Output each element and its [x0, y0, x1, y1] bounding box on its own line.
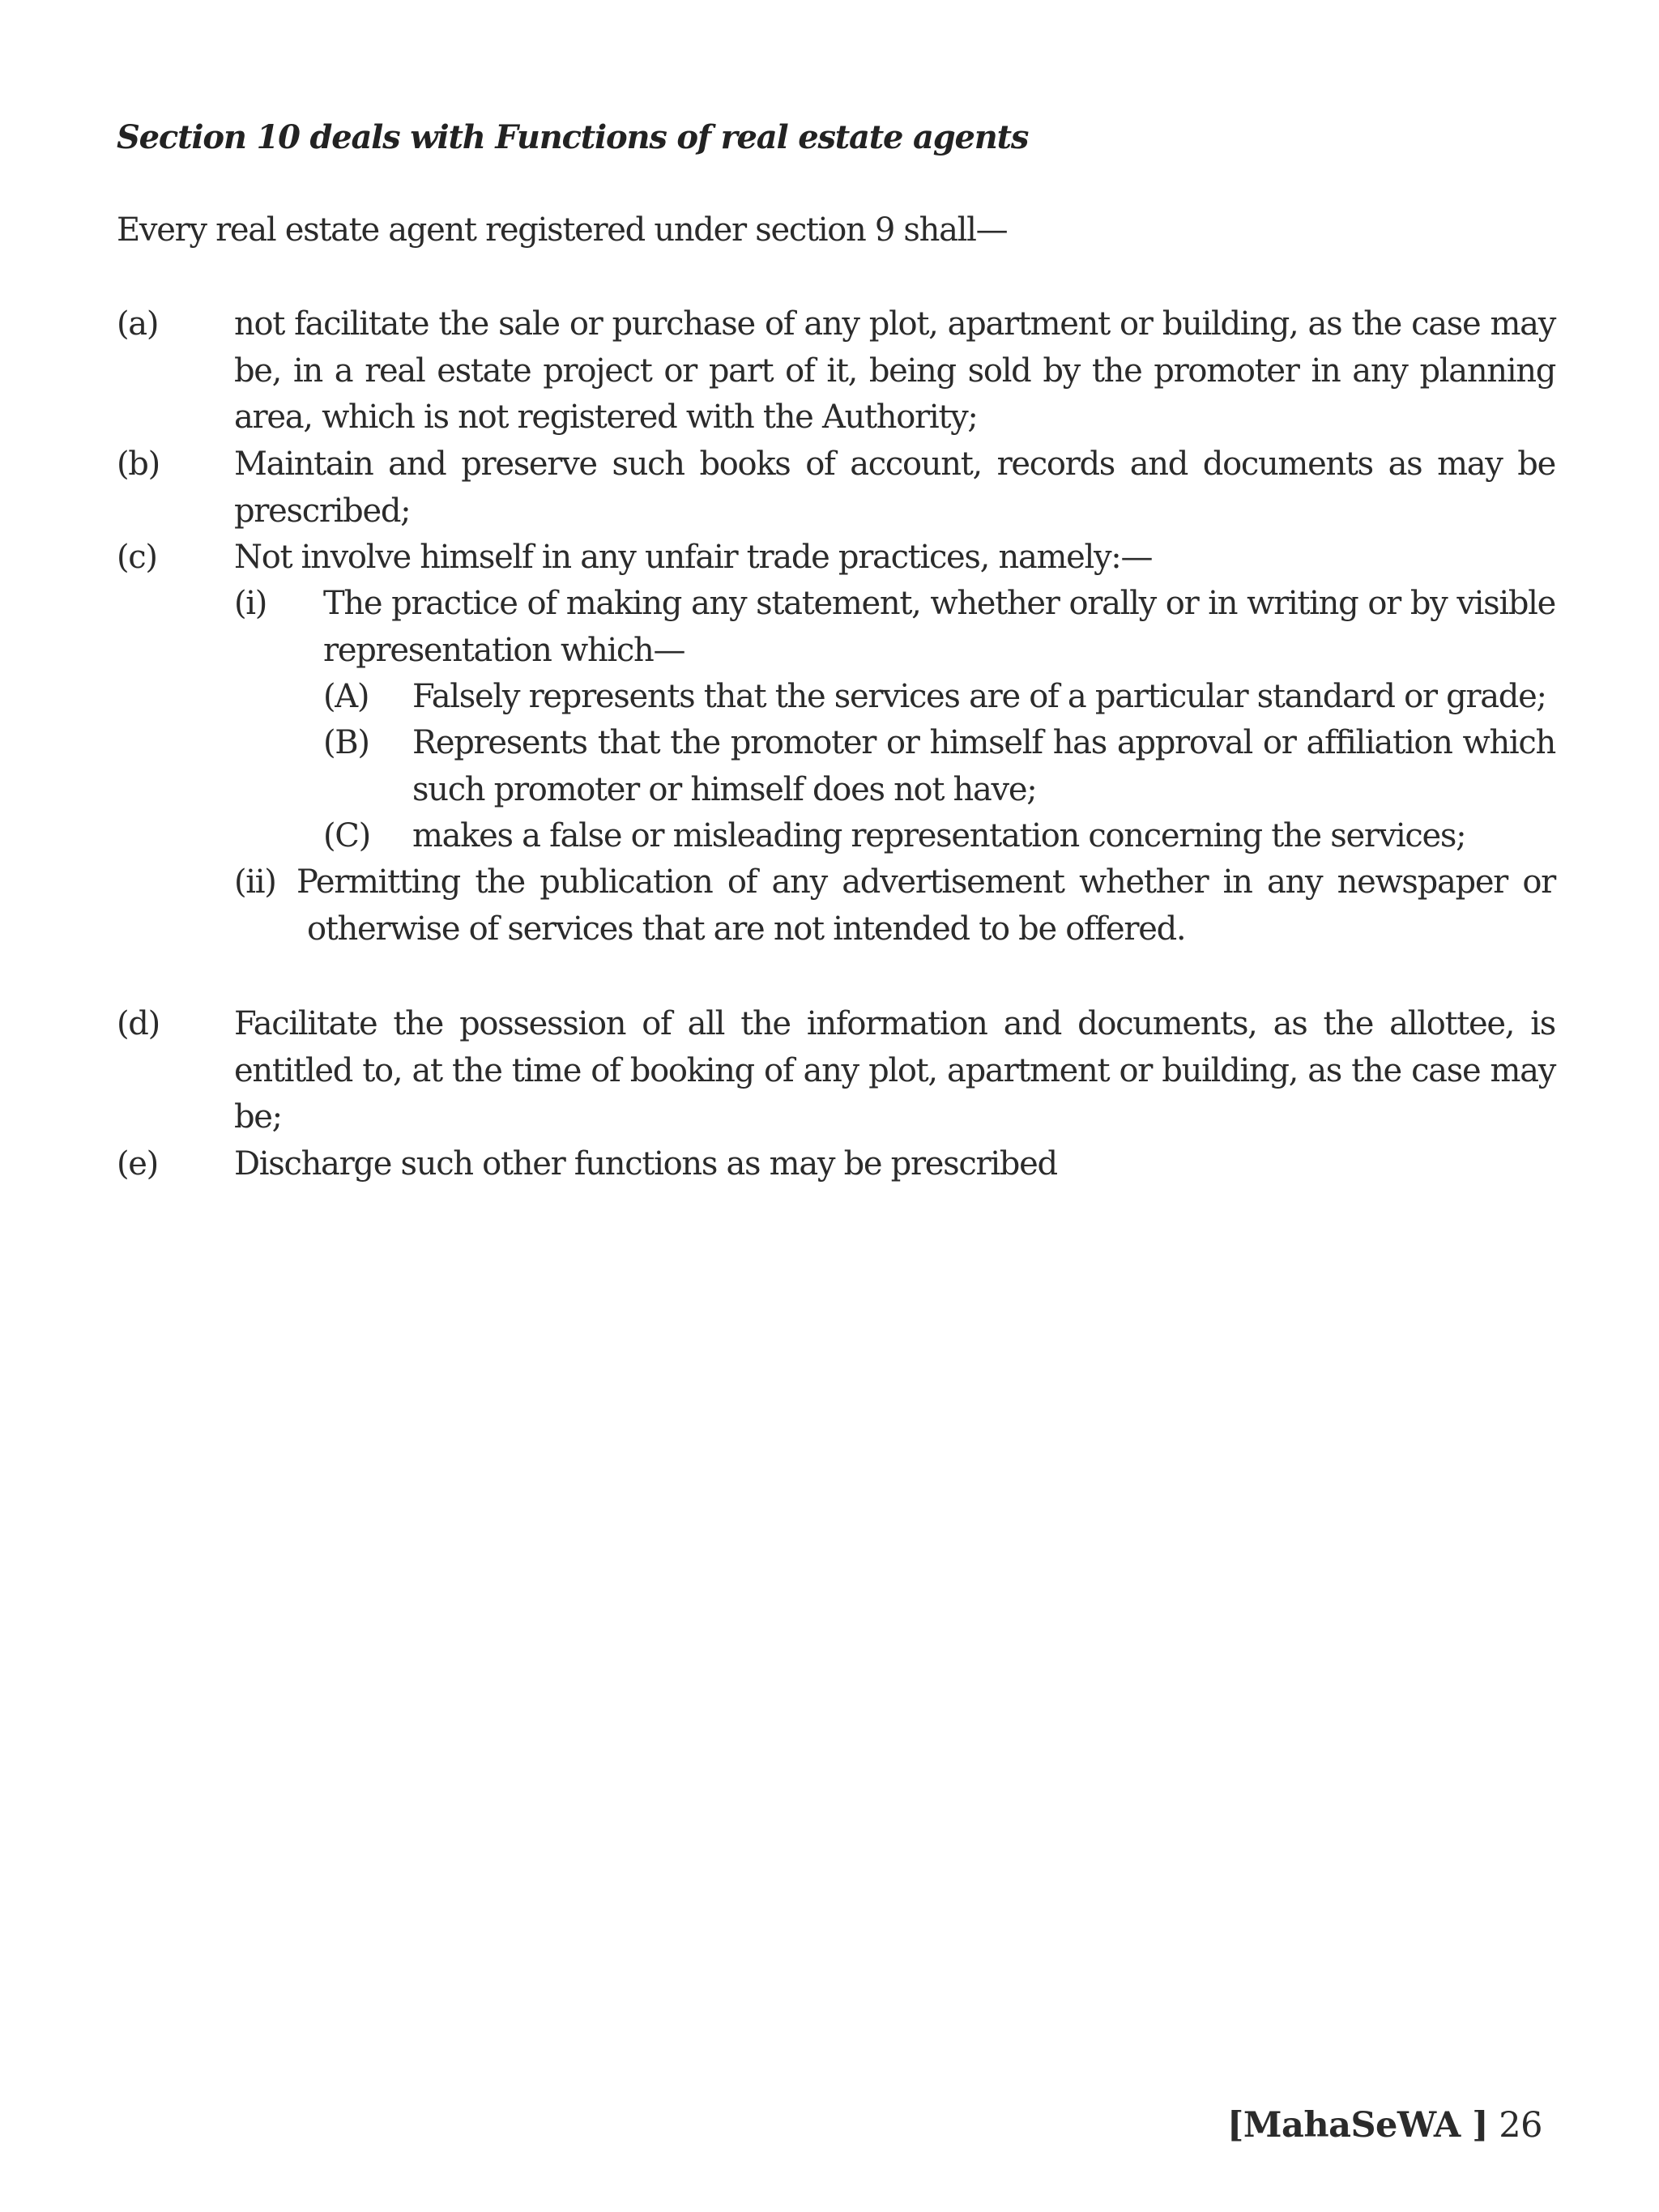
section-heading: Section 10 deals with Functions of real estate agents: [117, 118, 1029, 156]
clause-c-i-label: (i): [234, 585, 267, 622]
clause-c-text: Not involve himself in any unfair trade practices, namely:—: [234, 539, 1153, 576]
clause-c-i-C-text: makes a false or misleading representation concerning the services;: [412, 817, 1466, 855]
clause-b: [117, 441, 1555, 535]
page-footer: [1227, 2105, 1542, 2146]
clause-c-i-C: [323, 813, 1555, 860]
clause-b-label: (b): [117, 445, 160, 483]
clause-c-i-A: [323, 674, 1555, 721]
clause-c: [117, 535, 1555, 582]
clause-c-ii-label: (ii): [234, 863, 276, 901]
clause-a: [117, 301, 1555, 443]
clause-a-text: not facilitate the sale or purchase of any plot, apartment or building, as the case may be, in a real estate project or part of it, being sold by the promoter in any planning area, which is not registered with the Authority;: [234, 305, 1555, 436]
clause-c-i: [234, 581, 1555, 675]
clause-b-text: Maintain and preserve such books of account, records and documents as may be prescribed;: [234, 445, 1555, 530]
intro-paragraph: Every real estate agent registered under section 9 shall—: [117, 211, 1008, 249]
clause-d-text: Facilitate the possession of all the information and documents, as the allottee, is entitled to, at the time of booking of any plot, apartment or building, as the case may be;: [234, 1005, 1555, 1136]
clause-c-i-B: [323, 720, 1555, 814]
clause-c-i-text: The practice of making any statement, whether orally or in writing or by visible representation which—: [323, 585, 1555, 669]
clause-c-i-B-text: Represents that the promoter or himself has approval or affiliation which such promoter or himself does not have;: [412, 724, 1555, 808]
clause-c-i-A-text: Falsely represents that the services are of a particular standard or grade;: [412, 678, 1546, 715]
footer-brand: [MahaSeWA ]: [1227, 2105, 1489, 2146]
clause-c-i-A-label: (A): [323, 678, 369, 715]
clause-a-label: (a): [117, 305, 159, 343]
clause-e-label: (e): [117, 1145, 158, 1183]
clause-c-label: (c): [117, 539, 157, 576]
clause-d-label: (d): [117, 1005, 160, 1042]
document-page: [117, 0, 1555, 2212]
clause-c-i-B-label: (B): [323, 724, 369, 761]
clause-e-text: Discharge such other functions as may be prescribed: [234, 1145, 1057, 1183]
clause-e: [117, 1141, 1555, 1188]
clause-c-i-C-label: (C): [323, 817, 370, 855]
clause-c-ii: [234, 859, 1555, 953]
page-number: 26: [1499, 2105, 1542, 2146]
clause-c-ii-text: Permitting the publication of any advertisement whether in any newspaper or otherwise of services that are not intended to be offered.: [296, 863, 1555, 948]
clause-d: [117, 1001, 1555, 1136]
